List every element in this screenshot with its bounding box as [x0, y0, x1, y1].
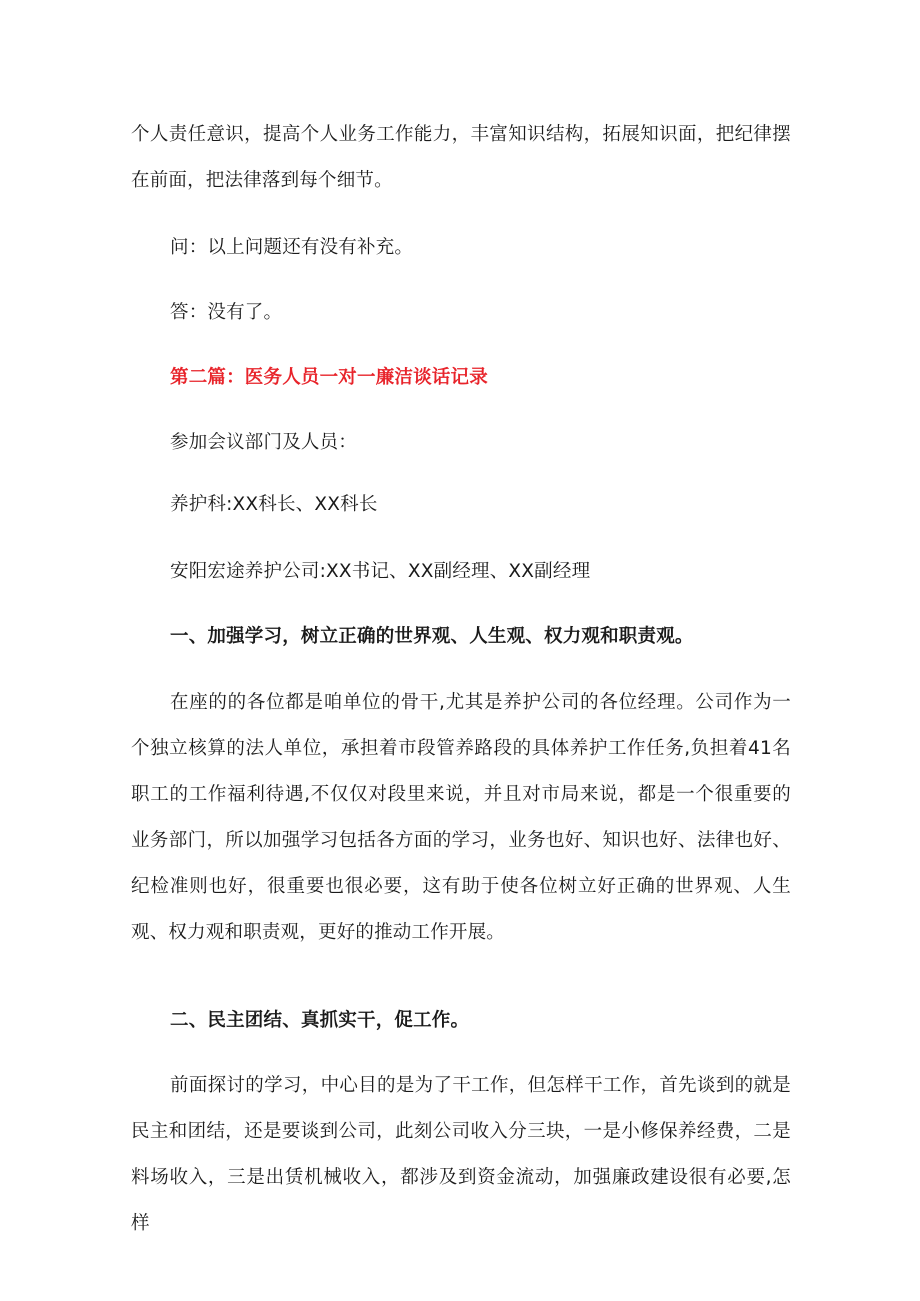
section-1-heading: 一、加强学习，树立正确的世界观、人生观、权力观和职责观。	[170, 626, 694, 647]
paragraph-continuation: 个人责任意识，提高个人业务工作能力，丰富知识结构，拓展知识面，把纪律摆在前面，把法律落到每个细节。	[131, 124, 791, 191]
section-2-body: 前面探讨的学习，中心目的是为了干工作，但怎样干工作，首先谈到的就是民主和团结，还是要谈到公司，此刻公司收入分三块，一是小修保养经费，二是料场收入，三是出赁机械收入，都涉及到资金流动，加强廉政建设很有必要,怎样	[131, 1075, 791, 1234]
answer-line: 答：没有了。	[170, 302, 283, 323]
chapter-title: 第二篇：医务人员一对一廉洁谈话记录	[170, 367, 488, 388]
attendees-line-1: 养护科:XX科长、XX科长	[170, 494, 378, 515]
section-2-heading: 二、民主团结、真抓实干，促工作。	[170, 1010, 470, 1031]
section-1-body: 在座的的各位都是咱单位的骨干,尤其是养护公司的各位经理。公司作为一个独立核算的法人单位，承担着市段管养路段的具体养护工作任务,负担着41名职工的工作福利待遇,不仅仅对段里来说，并且对市局来说，都是一个很重要的业务部门，所以加强学习包括各方面的学习，业务也好、知识也好、法律也好、纪检准则也好，很重要也很必要，这有助于使各位树立好正确的世界观、人生观、权力观和职责观，更好的推动工作开展。	[131, 692, 791, 943]
attendees-label: 参加会议部门及人员：	[170, 432, 358, 453]
attendees-line-2: 安阳宏途养护公司:XX书记、XX副经理、XX副经理	[170, 561, 591, 582]
question-line: 问：以上问题还有没有补充。	[170, 237, 414, 258]
